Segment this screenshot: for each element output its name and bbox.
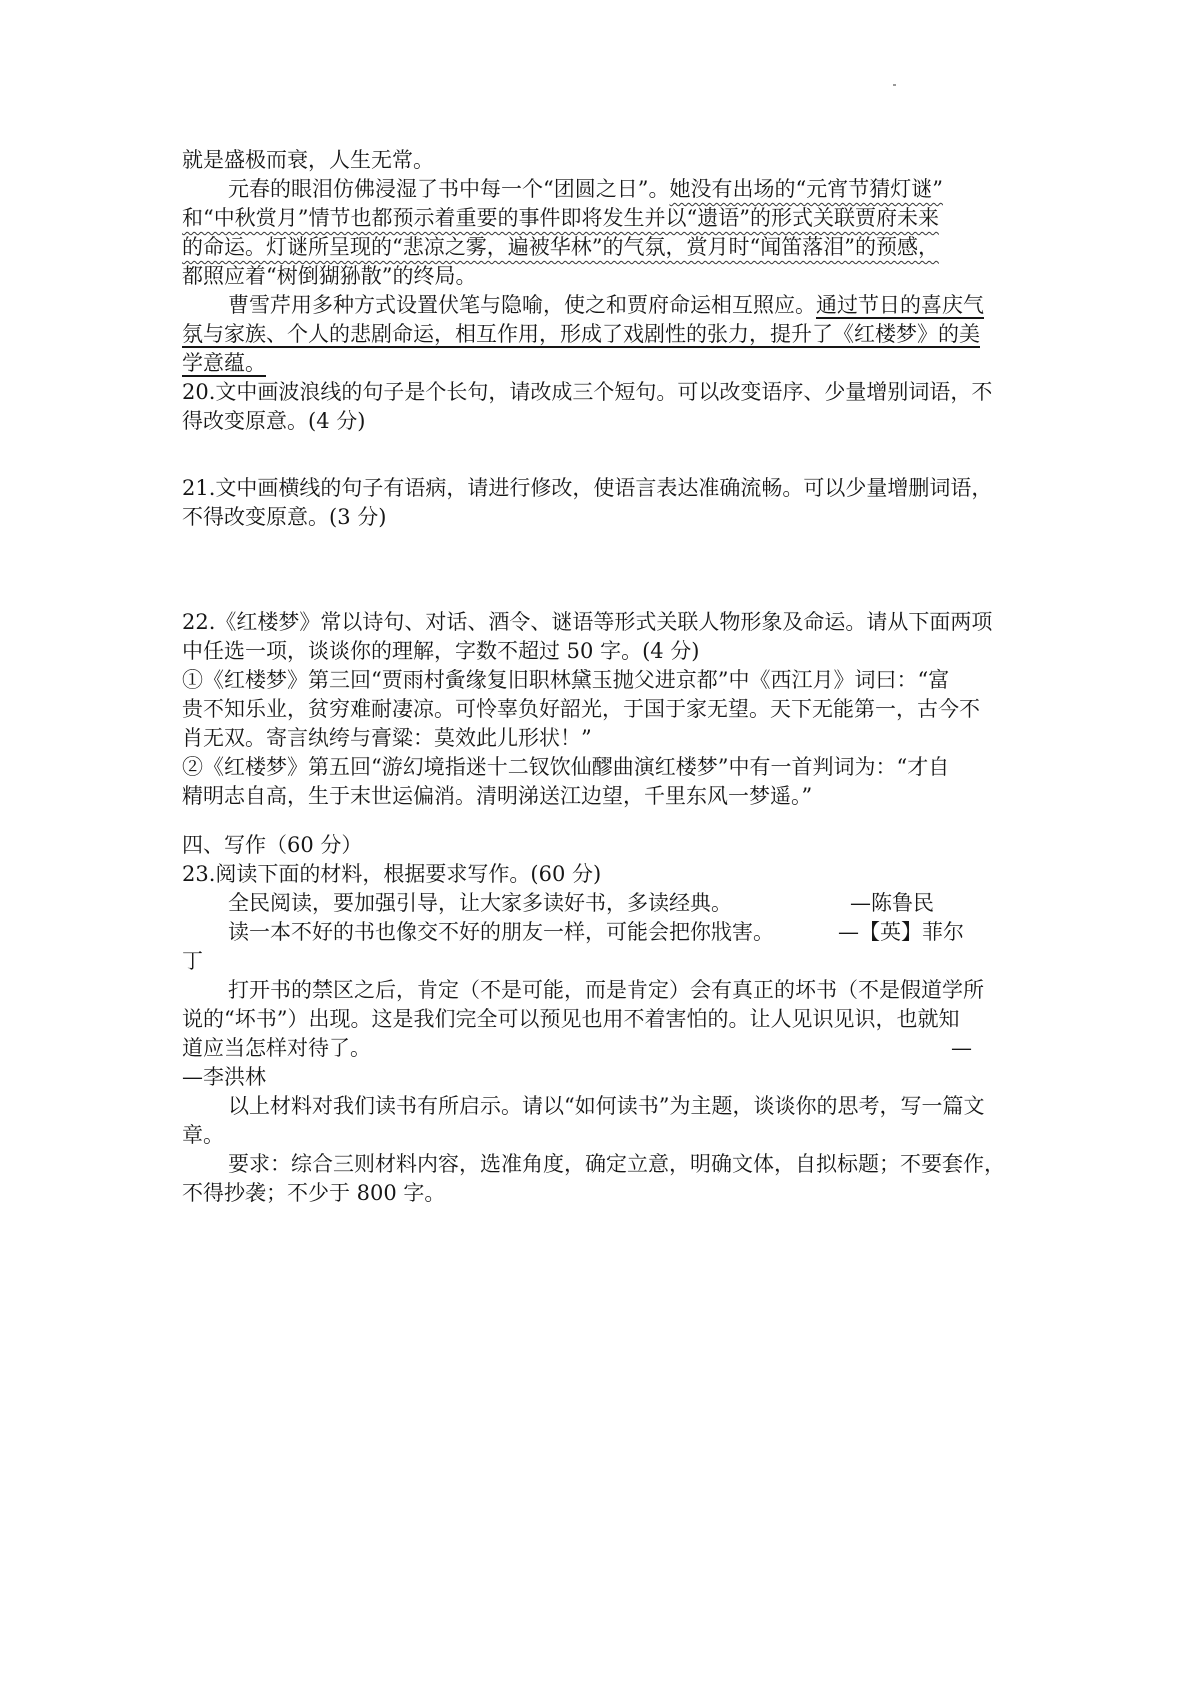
passage-line — [182, 175, 1022, 204]
underlined-sentence: 学意蕴。 — [182, 351, 266, 375]
material-author: —【英】菲尔 — [838, 920, 964, 944]
answer-space — [182, 588, 1022, 608]
wavy-underlined-sentence: 她没有出场的“元宵节猜灯谜” — [669, 177, 943, 201]
option-1: ①《红楼梦》第三回“贾雨村夤缘复旧职林黛玉抛父进京都”中《西江月》词曰：“富 — [182, 668, 950, 692]
question-22: 22.《红楼梦》常以诗句、对话、酒令、谜语等形式关联人物形象及命运。请从下面两项 — [182, 610, 993, 634]
material-2 — [182, 918, 1022, 947]
passage-line — [182, 320, 1022, 349]
scan-mark — [893, 84, 896, 86]
material-2-cont: 丁 — [182, 949, 203, 973]
material-text: 全民阅读，要加强引导，让大家多读好书，多读经典。 — [228, 891, 732, 915]
exam-page — [182, 146, 1022, 1208]
passage-text: 曹雪芹用多种方式设置伏笔与隐喻，使之和贾府命运相互照应。 — [228, 293, 816, 317]
passage-line: 都照应着“树倒猢狲散”的终局。 — [182, 264, 477, 288]
writing-prompt-cont: 章。 — [182, 1123, 224, 1147]
underlined-sentence: 氛与家族、个人的悲剧命运，相互作用，形成了戏剧性的张力，提升了《红楼梦》的美 — [182, 322, 980, 346]
material-author: —李洪林 — [182, 1065, 266, 1089]
material-3-cont — [182, 1034, 1022, 1063]
passage-line — [182, 291, 1022, 320]
material-3-cont: 说的“坏书”）出现。这是我们完全可以预见也用不着害怕的。让人见识见识，也就知 — [182, 1007, 960, 1031]
material-1 — [182, 889, 1022, 918]
passage-line — [182, 204, 1022, 233]
writing-requirements: 要求：综合三则材料内容，选准角度，确定立意，明确文体，自拟标题；不要套作， — [228, 1152, 1005, 1176]
question-23: 23.阅读下面的材料，根据要求写作。(60 分) — [182, 862, 602, 886]
wavy-underlined-sentence: 和“中秋赏月”情节也都预示着重要的事件即将发生并以“遗语”的形式关联贾府未来 — [182, 206, 939, 230]
option-1-cont: 贵不知乐业，贫穷难耐凄凉。可怜辜负好韶光，于国于家无望。天下无能第一，古今不 — [182, 697, 980, 721]
passage-text: 元春的眼泪仿佛浸湿了书中每一个“团圆之日”。 — [228, 177, 670, 201]
question-22-cont: 中任选一项，谈谈你的理解，字数不超过 50 字。(4 分) — [182, 639, 700, 663]
question-21: 21.文中画横线的句子有语病，请进行修改，使语言表达准确流畅。可以少量增删词语， — [182, 476, 993, 500]
question-20-cont: 得改变原意。(4 分) — [182, 409, 366, 433]
option-1-cont: 肖无双。寄言纨绔与膏粱：莫效此儿形状！” — [182, 726, 592, 750]
material-author: —陈鲁民 — [850, 891, 934, 915]
underlined-sentence: 通过节日的喜庆气 — [816, 293, 984, 317]
answer-space — [182, 436, 1022, 474]
spacer — [182, 811, 1022, 831]
option-2: ②《红楼梦》第五回“游幻境指迷十二钗饮仙醪曲演红楼梦”中有一首判词为：“才自 — [182, 755, 950, 779]
writing-requirements-cont: 不得抄袭；不少于 800 字。 — [182, 1181, 446, 1205]
wavy-underlined-sentence: 的命运。灯谜所呈现的“悲凉之雾，遍被华林”的气氛，赏月时“闻笛落泪”的预感， — [182, 235, 939, 259]
writing-prompt: 以上材料对我们读书有所启示。请以“如何读书”为主题，谈谈你的思考，写一篇文 — [228, 1094, 985, 1118]
material-dash: — — [951, 1036, 972, 1060]
material-text: 读一本不好的书也像交不好的朋友一样，可能会把你戕害。 — [228, 920, 774, 944]
question-20: 20.文中画波浪线的句子是个长句，请改成三个短句。可以改变语序、少量增别词语，不 — [182, 380, 993, 404]
material-3: 打开书的禁区之后，肯定（不是可能，而是肯定）会有真正的坏书（不是假道学所 — [228, 978, 984, 1002]
answer-space — [182, 532, 1022, 588]
option-2-cont: 精明志自高，生于末世运偏消。清明涕送江边望，千里东风一梦遥。” — [182, 784, 813, 808]
passage-line — [182, 233, 1022, 262]
question-21-cont: 不得改变原意。(3 分) — [182, 505, 387, 529]
passage-line: 就是盛极而衰，人生无常。 — [182, 148, 434, 172]
material-text: 道应当怎样对待了。 — [182, 1036, 371, 1060]
section-heading: 四、写作（60 分） — [182, 833, 363, 857]
passage-line — [182, 349, 1022, 378]
